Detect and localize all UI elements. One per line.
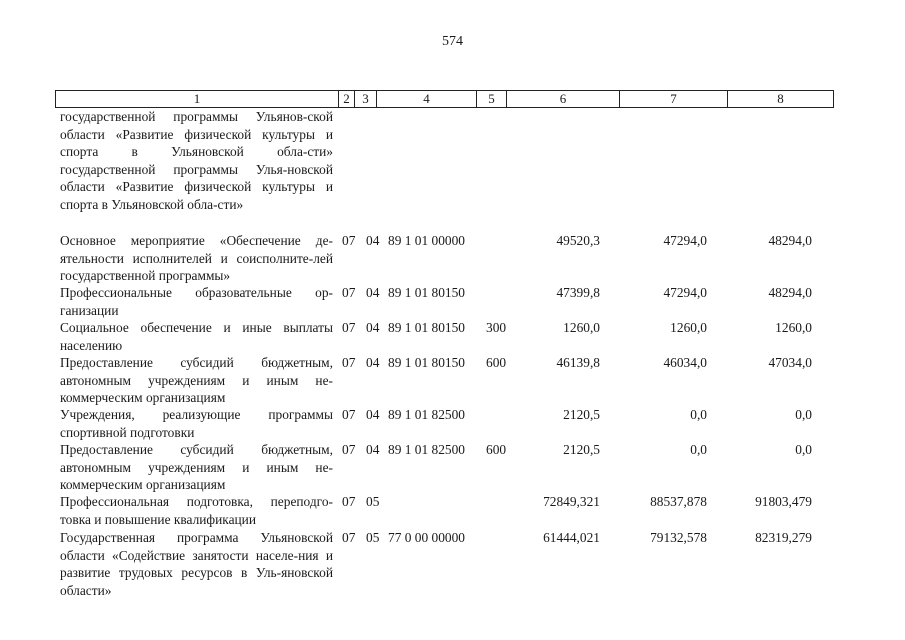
table-row (60, 232, 850, 284)
row-subsection: 04 (366, 442, 380, 457)
row-amount-col8: 48294,0 (768, 285, 812, 300)
row-target-code: 89 1 01 82500 (388, 407, 465, 422)
row-description: государственной программы Ульянов-ской области «Развитие физической культуры и спорта в Ульяновской обла-сти» государственной программы Улья-новской области «Развитие физической культуры и спорта в Ульяновской обла-сти» (60, 109, 333, 212)
row-amount-col7: 47294,0 (663, 233, 707, 248)
row-description: Профессиональная подготовка, переподго-товка и повышение квалификации (60, 494, 333, 527)
row-section: 07 (342, 407, 356, 422)
row-amount-col6: 2120,5 (563, 407, 600, 422)
header-col-6: 6 (507, 91, 620, 108)
page-number: 574 (442, 34, 463, 49)
row-amount-col8: 0,0 (795, 407, 812, 422)
row-description: Учреждения, реализующие программы спортивной подготовки (60, 407, 333, 440)
row-amount-col7: 1260,0 (670, 320, 707, 335)
row-amount-col6: 72849,321 (543, 494, 600, 509)
table-row (60, 354, 850, 406)
header-col-1: 1 (56, 91, 339, 108)
row-amount-col7: 88537,878 (650, 494, 707, 509)
row-expense-type: 600 (486, 355, 507, 370)
row-section: 07 (342, 494, 356, 509)
row-amount-col8: 47034,0 (768, 355, 812, 370)
row-subsection: 04 (366, 320, 380, 335)
row-amount-col6: 1260,0 (563, 320, 600, 335)
row-target-code: 89 1 01 80150 (388, 320, 465, 335)
row-subsection: 05 (366, 530, 380, 545)
row-amount-col6: 2120,5 (563, 442, 600, 457)
row-description: Предоставление субсидий бюджетным, автономным учреждениям и иным не-коммерческим организациям (60, 355, 333, 406)
row-amount-col6: 61444,021 (543, 530, 600, 545)
row-target-code: 89 1 01 80150 (388, 285, 465, 300)
row-expense-type: 300 (486, 320, 507, 335)
row-amount-col8: 91803,479 (755, 494, 812, 509)
row-amount-col6: 46139,8 (556, 355, 600, 370)
header-col-8: 8 (728, 91, 834, 108)
row-amount-col8: 1260,0 (775, 320, 812, 335)
row-amount-col7: 47294,0 (663, 285, 707, 300)
row-target-code: 89 1 01 82500 (388, 442, 465, 457)
row-amount-col8: 48294,0 (768, 233, 812, 248)
row-amount-col6: 49520,3 (556, 233, 600, 248)
row-amount-col7: 0,0 (690, 442, 707, 457)
row-amount-col7: 46034,0 (663, 355, 707, 370)
row-expense-type: 600 (486, 442, 507, 457)
row-amount-col7: 0,0 (690, 407, 707, 422)
row-subsection: 04 (366, 233, 380, 248)
column-header-table (55, 90, 834, 108)
row-description: Предоставление субсидий бюджетным, автономным учреждениям и иным не-коммерческим организациям (60, 442, 333, 493)
header-col-2: 2 (339, 91, 355, 108)
row-description: Профессиональные образовательные ор-ганизации (60, 285, 333, 318)
row-section: 07 (342, 355, 356, 370)
row-subsection: 04 (366, 407, 380, 422)
table-row (60, 284, 850, 319)
row-subsection: 04 (366, 355, 380, 370)
header-col-3: 3 (355, 91, 377, 108)
row-target-code: 77 0 00 00000 (388, 530, 465, 545)
row-amount-col7: 79132,578 (650, 530, 707, 545)
row-description: Социальное обеспечение и иные выплаты населению (60, 320, 333, 353)
row-section: 07 (342, 530, 356, 545)
row-section: 07 (342, 320, 356, 335)
header-col-4: 4 (377, 91, 477, 108)
table-row (60, 441, 850, 493)
row-section: 07 (342, 285, 356, 300)
row-description: Государственная программа Ульяновской области «Содействие занятости населе-ния и развитие трудовых ресурсов в Уль-яновской области» (60, 530, 333, 598)
table-row (60, 529, 850, 601)
table-row (60, 493, 850, 529)
row-section: 07 (342, 442, 356, 457)
table-row (60, 108, 850, 232)
table-row (60, 406, 850, 441)
row-description: Основное мероприятие «Обеспечение де-ятельности исполнителей и соисполните-лей государственной программы» (60, 233, 333, 284)
row-amount-col8: 0,0 (795, 442, 812, 457)
row-section: 07 (342, 233, 356, 248)
row-subsection: 04 (366, 285, 380, 300)
header-row (56, 91, 834, 108)
budget-table-body (60, 108, 850, 601)
table-row (60, 319, 850, 354)
header-col-5: 5 (477, 91, 507, 108)
header-col-7: 7 (620, 91, 728, 108)
row-amount-col6: 47399,8 (556, 285, 600, 300)
row-target-code: 89 1 01 80150 (388, 355, 465, 370)
row-subsection: 05 (366, 494, 380, 509)
row-target-code: 89 1 01 00000 (388, 233, 465, 248)
row-amount-col8: 82319,279 (755, 530, 812, 545)
